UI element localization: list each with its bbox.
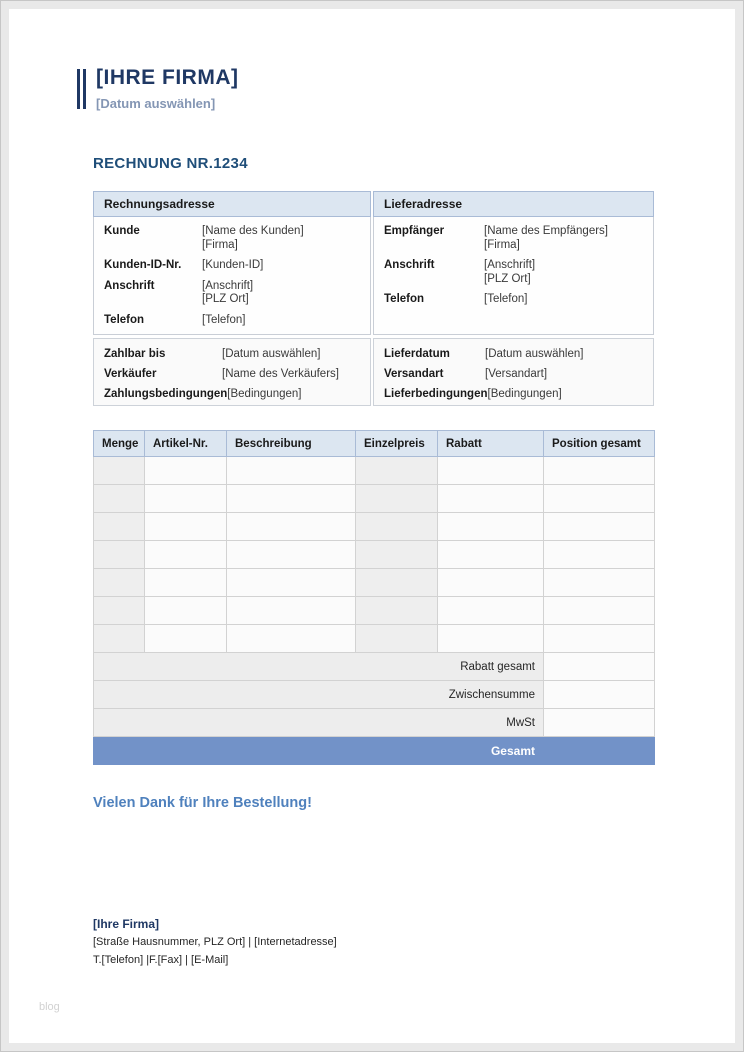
summary-row-zwischensumme <box>94 681 655 709</box>
field-value-line: [Anschrift] <box>484 259 536 271</box>
table-empty-cell <box>356 485 438 513</box>
field-value <box>202 225 304 252</box>
brand-bar-icon <box>77 69 80 109</box>
table-empty-row <box>94 513 655 541</box>
term-row-lieferdatum <box>384 347 643 361</box>
summary-row-rabatt-gesamt <box>94 653 655 681</box>
column-header-position-gesamt: Position gesamt <box>544 431 655 457</box>
table-empty-cell <box>356 597 438 625</box>
term-row-versandart <box>384 367 643 381</box>
term-value: [Versandart] <box>485 368 548 380</box>
table-empty-row <box>94 625 655 653</box>
column-header-menge: Menge <box>94 431 145 457</box>
table-empty-cell <box>438 625 544 653</box>
delivery-terms-box <box>373 338 654 406</box>
summary-value-cell <box>544 709 655 737</box>
table-empty-cell <box>544 569 655 597</box>
table-empty-row <box>94 485 655 513</box>
column-header-rabatt: Rabatt <box>438 431 544 457</box>
shipping-address-box <box>373 191 654 335</box>
table-empty-cell <box>544 597 655 625</box>
brand-bar-icon <box>83 69 86 109</box>
field-label: Telefon <box>384 293 425 305</box>
field-value-line: [PLZ Ort] <box>202 293 249 305</box>
table-empty-cell <box>94 485 145 513</box>
terms-section <box>93 338 654 406</box>
table-empty-cell <box>438 457 544 485</box>
invoice-page <box>9 9 735 1043</box>
table-empty-cell <box>145 541 227 569</box>
table-empty-cell <box>356 569 438 597</box>
total-value-cell <box>544 737 655 765</box>
table-empty-cell <box>227 513 356 541</box>
invoice-title: RECHNUNG NR.1234 <box>93 155 248 172</box>
table-empty-cell <box>145 597 227 625</box>
field-row-anschrift <box>384 259 643 286</box>
company-name-placeholder: [IHRE FIRMA] <box>96 66 239 89</box>
table-empty-cell <box>227 625 356 653</box>
term-label: Lieferbedingungen <box>384 388 488 400</box>
table-empty-cell <box>544 625 655 653</box>
brand-text <box>96 66 238 111</box>
total-cell <box>94 737 145 765</box>
field-value-line: [Kunden-ID] <box>202 259 264 271</box>
field-row-empfaenger <box>384 225 643 252</box>
field-value <box>202 280 253 307</box>
field-value-line: [Telefon] <box>202 313 246 326</box>
term-row-zahlbar-bis <box>104 347 360 361</box>
term-value: [Name des Verkäufers] <box>222 368 339 380</box>
items-table <box>93 430 655 765</box>
items-table-header-row <box>94 431 655 457</box>
table-empty-cell <box>94 513 145 541</box>
column-header-einzelpreis: Einzelpreis <box>356 431 438 457</box>
billing-address-body <box>93 217 371 335</box>
table-empty-cell <box>94 457 145 485</box>
total-row <box>94 737 655 765</box>
field-value <box>202 259 263 273</box>
field-row-kundenid <box>104 259 360 273</box>
billing-address-header: Rechnungsadresse <box>93 191 371 217</box>
field-label: Anschrift <box>384 259 435 271</box>
field-row-anschrift <box>104 280 360 307</box>
term-label: Lieferdatum <box>384 348 450 360</box>
table-empty-cell <box>227 569 356 597</box>
term-label: Zahlbar bis <box>104 348 166 360</box>
term-label: Versandart <box>384 368 444 380</box>
table-empty-cell <box>356 541 438 569</box>
table-empty-row <box>94 597 655 625</box>
billing-address-box <box>93 191 371 335</box>
summary-value-cell <box>544 653 655 681</box>
table-empty-cell <box>94 569 145 597</box>
brand-block <box>77 66 238 111</box>
brand-bars-icon <box>77 69 89 109</box>
address-section <box>93 191 654 335</box>
shipping-address-header: Lieferadresse <box>373 191 654 217</box>
field-value-line: [Name des Kunden] <box>202 225 304 237</box>
term-value: [Bedingungen] <box>487 388 562 400</box>
term-value: [Bedingungen] <box>227 388 302 400</box>
total-cell <box>356 737 438 765</box>
total-label: Gesamt <box>438 737 544 765</box>
field-value <box>484 259 535 286</box>
total-cell <box>227 737 356 765</box>
table-empty-cell <box>544 513 655 541</box>
field-value <box>202 314 245 328</box>
table-empty-cell <box>227 485 356 513</box>
table-empty-cell <box>94 597 145 625</box>
field-label: Telefon <box>104 313 145 326</box>
term-label: Zahlungsbedingungen <box>104 388 228 400</box>
table-empty-cell <box>94 541 145 569</box>
table-empty-cell <box>438 541 544 569</box>
term-row-verkaeufer <box>104 367 360 381</box>
table-empty-cell <box>544 457 655 485</box>
table-empty-cell <box>438 513 544 541</box>
field-value-line: [Telefon] <box>484 293 528 305</box>
field-label: Kunde <box>104 225 140 237</box>
field-row-telefon <box>384 293 643 307</box>
footer-address-line: [Straße Hausnummer, PLZ Ort] | [Internetadresse] <box>93 936 337 948</box>
field-value-line: [Anschrift] <box>202 279 254 292</box>
table-empty-cell <box>227 597 356 625</box>
thank-you-message: Vielen Dank für Ihre Bestellung! <box>93 795 312 811</box>
table-empty-cell <box>438 569 544 597</box>
table-empty-cell <box>544 485 655 513</box>
field-value <box>484 293 527 307</box>
summary-value-cell <box>544 681 655 709</box>
table-empty-row <box>94 541 655 569</box>
total-cell <box>145 737 227 765</box>
table-empty-cell <box>145 485 227 513</box>
field-label: Empfänger <box>384 225 445 237</box>
footer-company-name: [Ihre Firma] <box>93 917 160 931</box>
field-value <box>484 225 608 252</box>
summary-label: Rabatt gesamt <box>94 653 544 681</box>
table-empty-cell <box>356 513 438 541</box>
field-label: Kunden-ID-Nr. <box>104 259 182 271</box>
term-value: [Datum auswählen] <box>485 348 584 360</box>
table-empty-cell <box>227 457 356 485</box>
footer-contact-line: T.[Telefon] |F.[Fax] | [E-Mail] <box>93 954 229 966</box>
term-value: [Datum auswählen] <box>222 348 321 360</box>
payment-terms-box <box>93 338 371 406</box>
table-empty-cell <box>145 569 227 597</box>
field-value-line: [PLZ Ort] <box>484 272 531 285</box>
date-select-placeholder: [Datum auswählen] <box>96 96 216 111</box>
field-value-line: [Firma] <box>484 238 520 251</box>
footer <box>93 917 337 967</box>
table-empty-cell <box>438 597 544 625</box>
term-row-zahlungsbedingungen <box>104 387 360 401</box>
table-empty-cell <box>145 457 227 485</box>
summary-label: Zwischensumme <box>94 681 544 709</box>
field-value-line: [Name des Empfängers] <box>484 225 609 237</box>
table-empty-cell <box>356 457 438 485</box>
term-label: Verkäufer <box>104 368 157 380</box>
summary-row-mwst <box>94 709 655 737</box>
table-empty-cell <box>544 541 655 569</box>
summary-label: MwSt <box>94 709 544 737</box>
field-row-telefon <box>104 314 360 328</box>
table-empty-cell <box>438 485 544 513</box>
field-label: Anschrift <box>104 279 155 292</box>
column-header-beschreibung: Beschreibung <box>227 431 356 457</box>
table-empty-cell <box>145 625 227 653</box>
table-empty-cell <box>94 625 145 653</box>
field-value-line: [Firma] <box>202 238 238 251</box>
field-row-kunde <box>104 225 360 252</box>
table-empty-cell <box>356 625 438 653</box>
table-empty-cell <box>227 541 356 569</box>
table-empty-cell <box>145 513 227 541</box>
table-empty-row <box>94 569 655 597</box>
shipping-address-body <box>373 217 654 335</box>
table-empty-row <box>94 457 655 485</box>
column-header-artikel-nr: Artikel-Nr. <box>145 431 227 457</box>
watermark-text: blog <box>39 1001 60 1013</box>
term-row-lieferbedingungen <box>384 387 643 401</box>
